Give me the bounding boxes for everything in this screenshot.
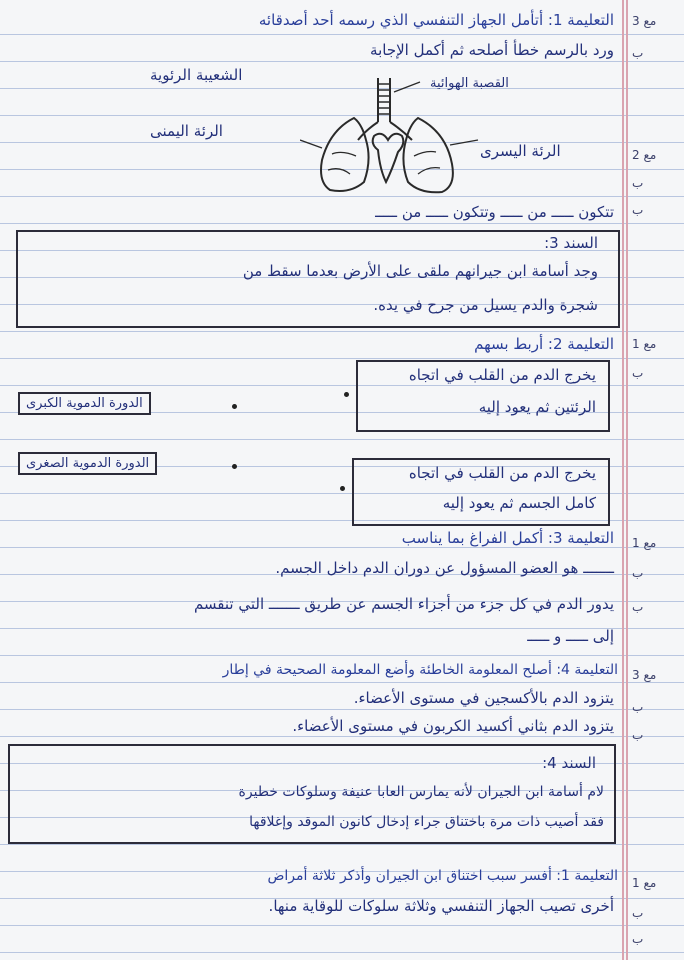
diagram-label-trachea: القصبة الهوائية (430, 76, 509, 91)
margin-mark: ب (632, 906, 644, 920)
margin-mark: مع 3 (632, 14, 657, 28)
margin-line (626, 0, 628, 960)
respiratory-system-drawing (300, 70, 480, 210)
support-4-text-1: لام أسامة ابن الجيران لأنه يمارس العابا عنيفة وسلوكات خطيرة (238, 784, 604, 800)
support-3-title: السند 3: (544, 234, 598, 252)
task-4-line-1: يتزود الدم بالأكسجين في مستوى الأعضاء. (353, 689, 614, 707)
margin-mark: مع 1 (632, 876, 657, 890)
margin-mark: ب (632, 728, 644, 742)
diagram-label-alveoli: الشعيبة الرئوية (150, 66, 243, 84)
task-1-title: التعليمة 1: أتأمل الجهاز التنفسي الذي رسمه أحد أصدقائه (258, 11, 614, 29)
label-great-circulation: الدورة الدموية الكبرى (18, 392, 151, 415)
margin-mark: مع 3 (632, 668, 657, 682)
diagram-label-right-lung: الرئة اليمنى (150, 122, 223, 140)
match-box-b-line-2: كامل الجسم ثم يعود إليه (442, 494, 596, 512)
support-3-text-2: شجرة والدم يسيل من جرح في يده. (373, 296, 598, 314)
support-4-title: السند 4: (542, 754, 596, 772)
task-3-title: التعليمة 3: أكمل الفراغ بما يناسب (401, 529, 614, 547)
support-3-text-1: وجد أسامة ابن جيرانهم ملقى على الأرض بعدما سقط من (242, 262, 598, 280)
margin-mark: ب (632, 366, 644, 380)
margin-mark: ب (632, 176, 644, 190)
task-5-title: التعليمة 1: أفسر سبب اختناق ابن الجيران وأذكر ثلاثة أمراض (267, 868, 618, 884)
margin-mark: ب (632, 700, 644, 714)
margin-mark: مع 1 (632, 536, 657, 550)
task-5-line-1: أخرى تصيب الجهاز التنفسي وثلاثة سلوكات للوقاية منها. (268, 897, 614, 915)
task-3-line-1: ـــــــ هو العضو المسؤول عن دوران الدم داخل الجسم. (275, 559, 614, 577)
compose-line: تتكون ـــــ من ـــــ وتتكون ـــــ من ـــــ (375, 203, 614, 221)
label-small-circulation: الدورة الدموية الصغرى (18, 452, 157, 475)
match-dot (232, 464, 237, 469)
margin-mark: ب (632, 566, 644, 580)
margin-line (622, 0, 624, 960)
task-4-line-2: يتزود الدم بثاني أكسيد الكربون في مستوى الأعضاء. (292, 717, 614, 735)
margin-mark: ب (632, 600, 644, 614)
match-box-a-line-2: الرئتين ثم يعود إليه (478, 398, 596, 416)
task-3-line-3: إلى ـــــ و ـــــ (527, 627, 614, 645)
margin-mark: ب (632, 932, 644, 946)
support-4-text-2: فقد أصيب ذات مرة باختناق جراء إدخال كانون الموقد وإغلاقها (249, 814, 604, 830)
match-box-a-line-1: يخرج الدم من القلب في اتجاه (408, 366, 596, 384)
margin-mark: ب (632, 46, 644, 60)
match-box-b-line-1: يخرج الدم من القلب في اتجاه (408, 464, 596, 482)
margin-mark: مع 2 (632, 148, 657, 162)
task-4-title: التعليمة 4: أصلح المعلومة الخاطئة وأضع المعلومة الصحيحة في إطار (222, 662, 618, 678)
task-2-title: التعليمة 2: أربط بسهم (474, 335, 614, 353)
match-dot (340, 486, 345, 491)
task-3-line-2: يدور الدم في كل جزء من أجزاء الجسم عن طريق ـــــــ التي تنقسم (193, 595, 614, 613)
match-dot (344, 392, 349, 397)
task-1-instruction: ورد بالرسم خطأ أصلحه ثم أكمل الإجابة (370, 41, 614, 59)
diagram-label-left-lung: الرئة اليسرى (480, 142, 561, 160)
margin-mark: مع 1 (632, 337, 657, 351)
match-dot (232, 404, 237, 409)
margin-mark: ب (632, 203, 644, 217)
